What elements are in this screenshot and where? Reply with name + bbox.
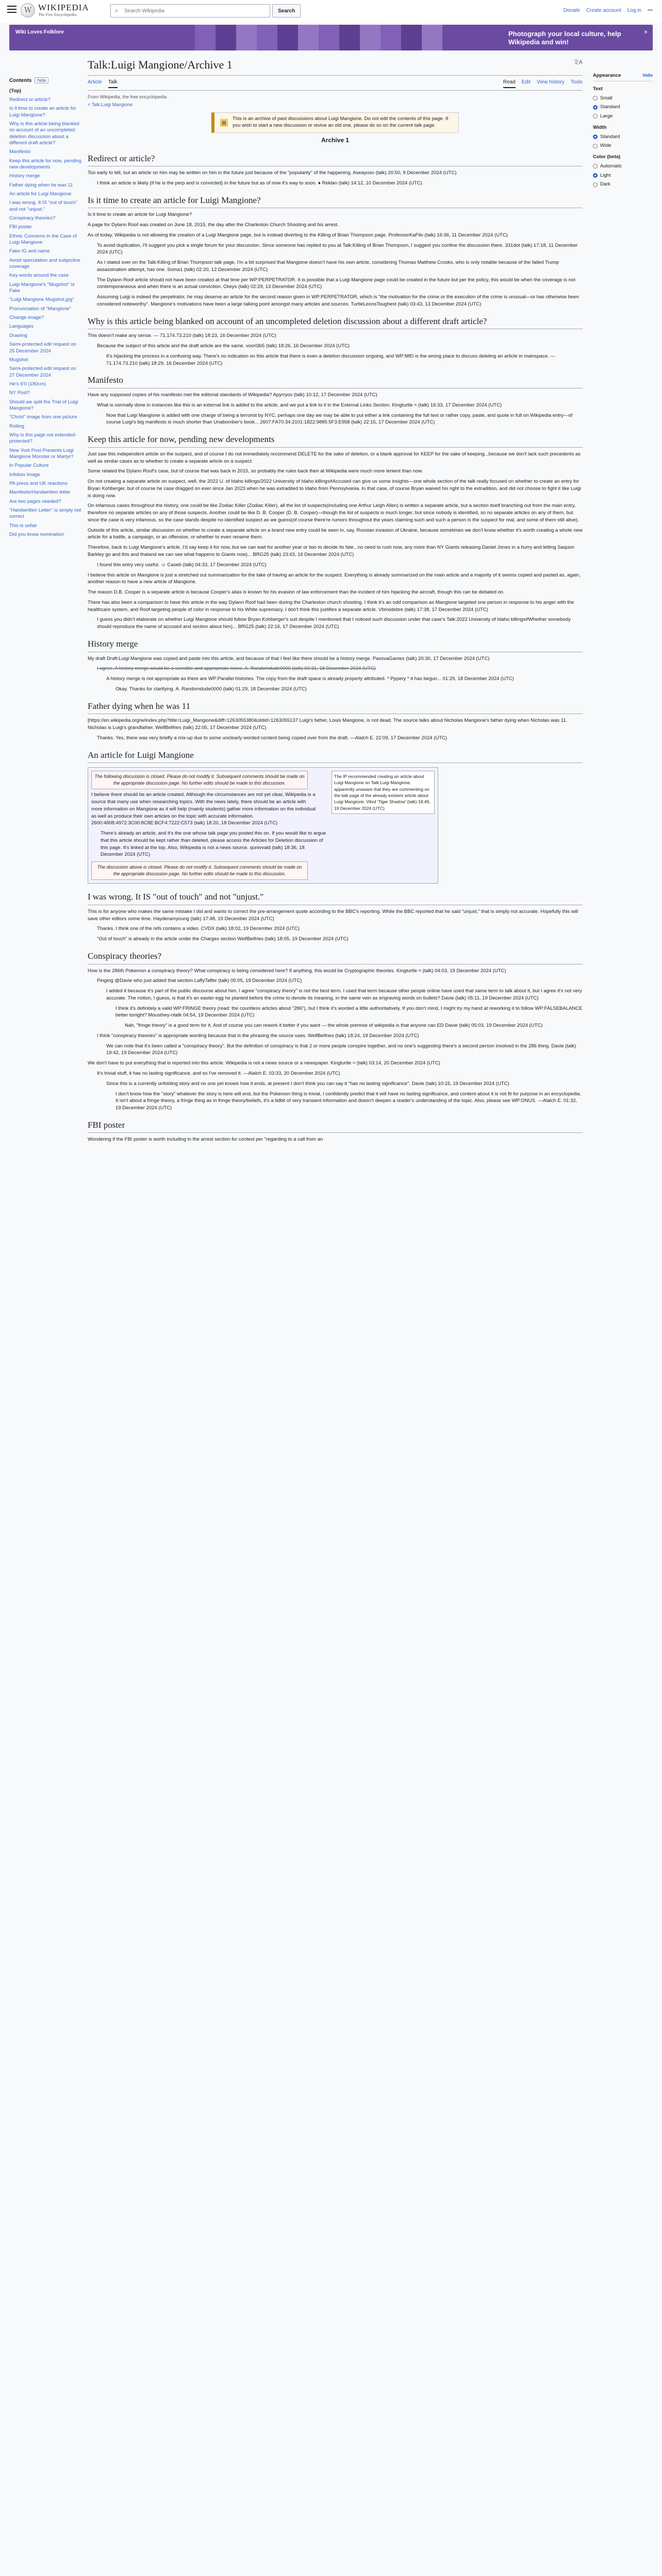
toc-item[interactable]: Rolling (9, 423, 25, 429)
comment: How is the 286th Pokemon a conspiracy theory? What conspiracy is being considered here? If anything, this would be Cryptographic theories. Kingturtle ≈ (talk) 04:03, 19 December 2024 (UTC) (88, 968, 506, 974)
option-label: Standard (600, 133, 620, 140)
comment: Assuming Luigi is indeed the perpetrator, he may deserve an article for the second reason given in WP:PERPETRATOR, which is "the motivation for the crime or the execution of the crime is unusual—or has otherwise been considered noteworthy". Mangione's motivations have been a large talking point amongst many articles and sources. TurtleLeonsToughest (talk) 03:43, 13 December 2024 (UTC) (97, 294, 580, 307)
comment: Since this is a currently unfolding story and no one yet knows how it ends, at present I don't think you can say it "has no lasting significance". Davie (talk) 10:15, 19 December 2024 (UTC) (106, 1080, 509, 1087)
page-title: Talk:Luigi Mangione/Archive 1 (88, 57, 583, 76)
tab-edit[interactable]: Edit (521, 79, 531, 85)
comment: This is for anyone who makes the same mistake I did and wants to correct the pre-arrangement quote according to the BBC's reporting. While the BBC reported that he said "unjust," that is simply not accurate. Hopefully this will save other editors some time. Hayderamyoung (talk) 17:48, 19 December 2024 (UTC) (88, 908, 578, 922)
comment: Just saw this independent article on the suspect, and of course I do not immediately recommend DELETE for the sake of deletion, or a blank approval for KEEP for the sake of keeping...because we don't lack such precedents as well as similar cases as to whether to create a separate article on a suspect. (88, 451, 581, 464)
radio-icon[interactable] (593, 114, 598, 118)
section-heading: Father dying when he was 11 (88, 700, 583, 715)
comment: Nah, "fringe theory" is a good term for it. And of course you can rework it better if you want — the whole premise of wikipedia is that anyone can ED Davie (talk) 05:03, 19 December 2024 (UTC) (125, 1023, 543, 1029)
user-links (564, 7, 653, 15)
comment: A history merge is not appropriate as there are WP:Parallel histories. The copy from the draft space is already properly attributed. * Pppery * it has begun... 01:29, 18 December 2024 (UTC) (106, 676, 514, 682)
appearance-option[interactable] (593, 163, 653, 170)
banner-right-text: Photograph your local culture, help Wikipedia and win! (508, 30, 621, 46)
option-label: Dark (600, 181, 611, 188)
toc-item[interactable]: This is unfair (9, 522, 37, 529)
toc-list (9, 88, 81, 538)
toc-item[interactable]: FBI poster (9, 224, 32, 230)
comment: A page for Dylann Roof was created on June 18, 2015, the day after the Charleston Church Shooting and his arrest. (88, 222, 339, 228)
appearance-option[interactable] (593, 133, 653, 141)
option-label: Large (600, 113, 613, 120)
radio-icon[interactable] (593, 105, 598, 110)
toc-item[interactable]: Redirect or article? (9, 96, 51, 103)
search-box (110, 4, 270, 18)
toc-item[interactable]: Father dying when he was 11 (9, 182, 73, 188)
appearance-option[interactable] (593, 172, 653, 179)
languages-icon[interactable]: 文A (573, 59, 583, 65)
radio-icon[interactable] (593, 182, 598, 187)
toc-item[interactable]: Should we split the Trial of Luigi Mangione? (9, 399, 78, 411)
appearance-option[interactable] (593, 142, 653, 149)
section-heading: Keep this article for now, pending new developments (88, 433, 583, 448)
comment: Because the subject of this article and the draft article are the same. voorl3b5 (talk) 18:26, 16 December 2024 (UTC) (97, 343, 350, 349)
radio-icon[interactable] (593, 173, 598, 178)
comment: My draft Draft:Luigi Mangione was copied and paste into this article, and because of that I feel like there should be a history merge. PassvaGames (talk) 20:30, 17 December 2024 (UTC) (88, 655, 490, 662)
discussion-sections (88, 152, 583, 1144)
main-menu-icon[interactable] (7, 6, 16, 13)
appearance-option[interactable] (593, 181, 653, 188)
width-label: Width (593, 124, 607, 130)
option-label: Small (600, 95, 613, 101)
comment: The reason D.B. Cooper is a separate article is because Cooper's alias is known for his evasion of law enforcement than the incident of him hijacking the aircraft, though this can be debated on. (88, 589, 505, 596)
toc-item[interactable]: An article for Luigi Mangione (9, 191, 72, 197)
section-heading: Conspiracy theories? (88, 950, 583, 964)
comment: We can note that it's been called a "conspiracy theory". But the definition of conspiracy is that 2 or more people conspire together, and no one's suggesting there's a second person involved in the 286 thing. Davie (talk) 19:42, 19 December 2024 (UTC) (106, 1043, 576, 1056)
search-button[interactable]: Search (272, 4, 301, 18)
text-size-label: Text (593, 86, 603, 92)
toc-item[interactable]: Semi-protected edit request on 27 December 2024 (9, 366, 76, 378)
comment: To avoid duplication, I'll suggest you pick a single forum for your discussion. Since someone has replied to you at Talk:Killing of Brian Thompson, I suggest you confine the discussion there. 331dot (talk) 17:18, 11 December 2024 (UTC) (97, 242, 578, 256)
toc-item[interactable]: New York Post Presents Luigi Mangione Monster or Martyr? (9, 447, 74, 460)
section-heading: Manifesto (88, 374, 583, 388)
section-heading: FBI poster (88, 1119, 583, 1133)
toc-item[interactable]: History merge (9, 173, 40, 179)
tab-talk[interactable]: Talk (108, 79, 118, 89)
toc-item[interactable]: I was wrong. It IS "out of touch" and not "unjust." (9, 200, 77, 212)
toc-item[interactable]: He's 6'0 (180cm) (9, 381, 46, 387)
appearance-option[interactable] (593, 113, 653, 120)
comment: Have any supposed copies of his manifesto met the editorial standards of Wikipedia? Apyrryos (talk) 10:12, 17 December 2024 (UTC) (88, 392, 377, 398)
toc-heading: Contents hide (9, 77, 81, 85)
archive-notice (211, 112, 459, 133)
radio-icon[interactable] (593, 144, 598, 148)
comment: Some related the Dylann Roof's case, but of course that was back in 2015, so probably the rules back then at Wikipedia were much more lenient than now. (88, 468, 423, 474)
toc-item[interactable]: Mugshot (9, 357, 28, 363)
comment: Too early to tell, but an article on him may be written on him in the future just because of the "popularity" of the happening. Aseayusn (talk) 20:50, 9 December 2024 (UTC) (88, 170, 457, 176)
wordmark: WIKIPEDIA (38, 3, 89, 12)
comment: As I stated over on the Talk:Killing of Brian Thompson talk page, I'm a bit surprised that Mangione doesn't have his own article, considering Thomas Matthew Crooks, who is only notable because of the failed Trump assassination attempt, has one. Soma1 (talk) 02:20, 12 December 2024 (UTC) (97, 260, 559, 273)
comment: [https://en.wikipedia.org/w/index.php?title=Luigi_Mangione&diff=1263055380&oldid=1263055137 Luigi's father, Louis Mangione, is not dead. The source talks about Nicholas Mangione's father dying when Nicholas was 11. Nicholas is Luigi's grandfather. WelfBelfries (talk) 22:05, 17 December 2024 (UTC) (88, 718, 568, 731)
comment: I think an article is likely (if he is the perp and is convicted) in the future but as of now it's way to soon. ♦ Reklan (talk) 14:12, 10 December 2024 (UTC) (97, 180, 422, 186)
option-label: Wide (600, 143, 611, 149)
toc-item[interactable]: Languages (9, 324, 34, 330)
archive-box-icon: ▣ (220, 117, 229, 128)
banner-left-text: Wiki Loves Folklore (15, 29, 64, 35)
notice-text: This is an archive of past discussions about Luigi Mangione. Do not edit the contents of this page. If you wish to start a new discussion or revive an old one, please do so on the current talk page. (233, 116, 449, 129)
toc-item[interactable]: In Popular Culture (9, 463, 49, 469)
search-icon: ⌕ (114, 7, 119, 14)
toc-item[interactable]: Key words around the case (9, 273, 69, 279)
color-label: Color (beta) (593, 154, 621, 160)
section-heading: Why is this article being blanked on account of an uncompleted deletion discussion about a different draft article? (88, 315, 583, 330)
comment: Pinging @Davie who just added that section LaffyTaffer (talk) 05:05, 19 December 2024 (UTC) (97, 978, 302, 984)
tagline: The Free Encyclopedia (38, 12, 77, 17)
toc-item[interactable]: Is it time to create an article for Luigi Mangione? (9, 106, 76, 118)
comment: I found this entry very useful. ☺ Caseb (talk) 04:33, 17 December 2024 (UTC) (97, 562, 267, 568)
comment: I believe this article on Mangione is just a stretched out summarization for the take of having an article for the suspect. Everything is already summarized on the main article and a majority of it seems copied and pasted as, again, another reason to have a new article of Mangione. (88, 572, 581, 585)
tab-read[interactable]: Read (503, 79, 516, 89)
search-input[interactable] (122, 5, 270, 16)
closed-notice-bottom: The discussion above is closed. Please do not modify it. Subsequent comments should be made on the appropriate discussion page. No further edits should be made to this discussion. (91, 861, 308, 880)
toc-item[interactable]: (Top) (9, 88, 22, 94)
comment: There's already an article, and it's the one whose talk page you posted this on. If you would like to argue that this article should be kept rather than deleted, please access the Articles for Deletion discussion of this page. It's linked at the top. Also, Wikipedia is not a news source. qunivvald (talk) 18:36, 18 December 2024 (UTC) (101, 831, 326, 858)
toc-item[interactable]: Did you know nomination (9, 532, 64, 538)
back-to-talk-link[interactable]: < Talk:Luigi Mangione (88, 102, 133, 108)
toc-item[interactable]: "Handwritten Letter" is simply not correct (9, 507, 81, 520)
section-heading: Is it time to create an article for Luigi Mangione? (88, 194, 583, 209)
comment: Thanks. Yes, there was very briefly a mix-up due to some unclearly worded content being copied over from the draft. —Alalch E. 22:09, 17 December 2024 (UTC) (97, 735, 448, 741)
toc-item[interactable]: "Christ" image from one picture (9, 414, 77, 420)
toc-item[interactable]: Avoid speculation and subjective coverage (9, 257, 80, 270)
appearance-option[interactable] (593, 104, 653, 111)
archive-label: Archive 1 (321, 137, 350, 144)
comment: Wondering if the FBI poster is worth including in the arrest section for context per "regarding to a call from an (88, 1137, 323, 1143)
log-in-link[interactable]: Log in (627, 8, 641, 13)
comment: There has also been a comparison to have this article in the way Dylann Roof had been during the Charleston church shooting. I think it's an odd comparison as Mangione targeted one person in response to his anger with the healthcare system, and Roof targeting people of color in response to his White supremacy. I don't think this justifies a separate article. Vbrixidebre (talk) 17:38, 17 December 2024 (UTC) (88, 599, 574, 613)
comment: Outside of this article, similar discussion on whether to create a separate article on a brand new entry could be seen in, say, Russian invasion of Ukraine, because sometimes we don't know whether it's worth creating a whole new article for a battle, a campaign, or an offensive, or whether to even rename them. (88, 527, 583, 540)
toc-item[interactable]: NY Post? (9, 390, 30, 396)
donate-link[interactable]: Donate (563, 8, 580, 13)
appearance-hide-button[interactable]: hide (642, 73, 653, 78)
comment: It's trivial stuff, it has no lasting significance, and so I've removed it. —Alalch E. 03:33, 20 December 2024 (UTC) (97, 1070, 340, 1076)
toc-hide-button[interactable]: hide (35, 77, 48, 83)
comment: I agree. A history merge would be a sensible and appropriate move. A. Randomdude0000 (talk) 00:31, 18 December 2024 (UTC) (97, 666, 376, 672)
radio-icon[interactable] (593, 96, 598, 100)
toc-item[interactable]: PA press and UK reactions (9, 481, 68, 486)
toc-item[interactable]: "Luigi Mangione Mugshot.jpg" (9, 297, 74, 303)
closed-notice-top: The following discussion is closed. Please do not modify it. Subsequent comments should be made on the appropriate discussion page. No further edits should be made to this discussion. (91, 771, 308, 789)
section-heading: I was wrong. It IS "out of touch" and not "unjust." (88, 891, 583, 905)
closure-summary: The IP recommended creating an article about Luigi Mangione on Talk:Luigi Mangione, apparently unaware that they are commenting on the talk page of the already existent article about Luigi Mangione. Vikrd 'Tiger Shadow' (talk) 18:49, 19 December 2024 (UTC) (332, 771, 435, 814)
comment: As of today, Wikipedia is not allowing the creation of a Luigi Mangione page, but is instead diverting to the Killing of Brian Thompson page. ProfessorKaFilo (talk) 16:36, 11 December 2024 (UTC) (88, 232, 508, 238)
banner-image (195, 25, 442, 50)
section-heading: Redirect or article? (88, 152, 583, 167)
toc-item[interactable]: Manifesto (9, 149, 31, 155)
page-tabs (88, 78, 583, 91)
comment: Now that Luigi Mangione is added with one charge of being a terrorist by NYC, perhaps one day we may be able to put either a link containing the full text or rather copy, paste, and quote in full on Wikipedia entry—of course Luigi's big manifesto is much shorter than Unabomber's book... 2607:FA70:34:2101:1822:9885:5F3:E958 (talk) 22:15, 17 December 2024 (UTC) (106, 412, 573, 426)
toc-item[interactable]: Are two pages needed? (9, 498, 61, 504)
toc-item[interactable]: Conspiracy theories? (9, 215, 56, 221)
toc-item[interactable]: Keep this article for now, pending new developments (9, 158, 81, 170)
comment: I guess you didn't elaborate on whether Luigi Mangione should follow Bryan Kohberger's suit despite I mentioned that I noticed such discussion under that case's Talk:2022 University of Idaho killings#Whether somebody should reproduce the name of accused and section about him)... BRG25 (talk) 22:16, 17 December 2024 (UTC) (97, 617, 571, 630)
toc-item[interactable]: Infobox image (9, 471, 40, 478)
comment: This doesn't make any sense. — 71.174.73.210 (talk) 18:23, 16 December 2024 (UTC) (88, 333, 276, 339)
comment: I think it's definitely a valid WP:FRINGE theory (read: the countless articles about "286"), but I think it's worded a little authoritatively. If you don't mind, I might try my hand at reworking it to follow WP:FALSEBALANCE better tonight? Mousthey-ntatk 04:54, 19 December 2024 (UTC) (115, 1005, 583, 1019)
section-heading: An article for Luigi Mangione (88, 749, 583, 764)
comment: Okay. Thanks for clarifying. A. Randomdude0000 (talk) 01:29, 18 December 2024 (UTC) (115, 686, 307, 692)
table-of-contents (9, 77, 81, 540)
comment: I believe there should be an article created. Although the circumstances are not yet clear, Wikipedia is a source that many use when researching topics. With the news lately, there should be an article with more information on Mangione as it will help (mainly students) gather more information on the individual as well as produce their own articles on the topic with accurate information. 2600:4808:4972:3C00:8C8E:BCF4:7222:C573 (talk) 18:20, 18 December 2024 (UTC) (91, 792, 316, 826)
option-label: Standard (600, 104, 620, 110)
radio-icon[interactable] (593, 164, 598, 168)
comment: Therefore, back to Luigi Mangione's article, I'd say keep it for now, but we can wait for another year or two to decide its fate...no need to rush now, any more than NY Giants releasing Daniel Jones in a hurry and letting Saquon Barkley go and this and thatand we can see what happens to Giants now)... BRG25 (talk) 23:43, 16 December 2024 (UTC) (88, 545, 574, 557)
toc-item[interactable]: Drawing (9, 332, 27, 338)
comment: "Out of touch" is already in the article under the Charges section WelfBelfries (talk) 18:05, 19 December 2024 (UTC) (97, 936, 349, 942)
toc-item[interactable]: Fake IG and name (9, 248, 50, 255)
create-account-link[interactable]: Create account (586, 8, 621, 13)
wikipedia-logo[interactable] (21, 3, 89, 18)
main-content (88, 52, 583, 1146)
comment: What is normally done in instances like this is an external link is added to the article, and we put a link to it in the External Links Section. Kingturtle ≈ (talk) 16:33, 17 December 2024 (UTC) (97, 402, 502, 408)
toc-item[interactable]: Why is this article being blanked on account of an uncompleted deletion discussion about a different draft article? (9, 121, 79, 146)
close-icon[interactable]: × (643, 28, 648, 36)
tab-view-history[interactable]: View history (536, 79, 565, 85)
option-label: Automatic (600, 163, 622, 169)
toc-item[interactable]: Luigi Mangione's "Mugshot" Is Fake (9, 281, 75, 294)
comment: I don't know how the "story" whatever the story is here will end, but the Pokemon thing is trivial, I confidently predict that it will have no lasting significance, and content about it is not fit for purpose in an encyclopedia. It isn't about a fringe theory, a fringe thing as in fringe theory/beliefs, it's a tidbit of very transient information and doesn't deepen a reader's understanding of the topic. Also, please see WP:ONUS. —Alalch E. 01:32, 19 December 2024 (UTC) (115, 1091, 582, 1111)
tab-article[interactable]: Article (88, 79, 102, 85)
toc-item[interactable]: Change image? (9, 315, 44, 321)
comment: Thanks. I think one of the refs contains a video. CVDX (talk) 18:02, 19 December 2024 (UTC) (97, 926, 300, 932)
radio-icon[interactable] (593, 134, 598, 139)
site-header (0, 0, 662, 23)
comment: We don't have to put everything that is reported into this article. Wikipedia is not a news source or a newspaper. Kingturtle ≈ (talk) 03:14, 20 December 2024 (UTC) (88, 1060, 440, 1066)
section-heading: History merge (88, 638, 583, 652)
campaign-banner[interactable] (9, 25, 653, 50)
toc-item[interactable]: Manifesto/Handwritten letter (9, 489, 71, 496)
comment: It's hijacking the process in a confusing way. There's no indication on this article that there is even a deletion discussion ongoing, and WP:MfD is the wrong place to discuss deleting an article in mainspace. — 71.174.73.210 (talk) 18:29, 16 December 2024 (UTC) (106, 353, 555, 366)
toc-item[interactable]: Ethnic Concerns in the Case of Luigi Mangione (9, 233, 77, 246)
globe-icon: W (21, 3, 35, 18)
more-options-icon[interactable]: ⋯ (648, 8, 653, 13)
comment: I think "conspiracy theories" is appropriate wording because that is the phrasing the source uses. WelfBelfries (talk) 18:24, 19 December 2024 (UTC) (97, 1032, 419, 1039)
comment: I added it because it's part of the public discourse about him. I agree "conspiracy theory" is not the best term. I used that term because other people online have used that same term to talk about it, but I agree it's not very accurate. The notion, I guess, is that it's an easter egg he planted before the crime to denote its meaning, in the same vein as engraving words on bullets? Davie (talk) 05:11, 19 December 2024 (UTC) (106, 988, 582, 1001)
toc-item[interactable]: Semi-protected edit request on 25 December 2024 (9, 342, 76, 354)
tab-tools[interactable]: Tools (570, 79, 583, 85)
appearance-heading: Appearance hide (593, 72, 653, 81)
comment: On infamous cases throughout the history, one could be like Zodiac Killer (Zodiac Killer), all the list of suspects(including one Arthur Leigh Allen) is written a separate article, but a section itself branching out from the main entry, therefore no separate articles on any of those suspects. Another could be like D. B. Cooper (D. B. Cooper)—though the list of suspects is much longer, but since nobody is identified, so no separate articles on any of them, but since the case is very infamous, so the case stands despite no identified suspect as we guess(of course there're rumors throughout the years claiming such and such a person is the suspect for real, and some of them still alive). (88, 503, 579, 523)
closed-discussion-box (88, 767, 438, 884)
comment: Is it time to create an article for Luigi Mangione? (88, 212, 192, 218)
toc-item[interactable]: Pronunciation of "Mangione" (9, 306, 71, 312)
appearance-panel (593, 72, 653, 190)
comment: On not creating a separate article on suspect, well, the 2022 U. of Idaho killings/2022 University of Idaho killings#Accused can give us some insights—one whole section of the talk really focused on whether to create an entry for Bryan Kohberger, but of course he case dragged on ever since Jan 2023 when he was extradited to Idaho from Pennsylvania. In that case, of course Bryan waived his right to the extradition, and did not choose to fight it like Luigi is doing now. (88, 479, 581, 499)
toc-item[interactable]: Why is this page not extended-protected? (9, 432, 77, 445)
appearance-option[interactable] (593, 95, 653, 102)
option-label: Light (600, 172, 611, 178)
from-line: From Wikipedia, the free encyclopedia (88, 94, 167, 100)
comment: The Dylann Roof article should not have been created at that time per WP:PERPETRATOR. It is possible that a Luigi Mangione page could be created in the future but per the policy, this would be when the coverage is not contemporaneous and when there is an actual conviction. Ckeys (talk) 02:29, 13 December 2024 (UTC) (97, 277, 575, 290)
